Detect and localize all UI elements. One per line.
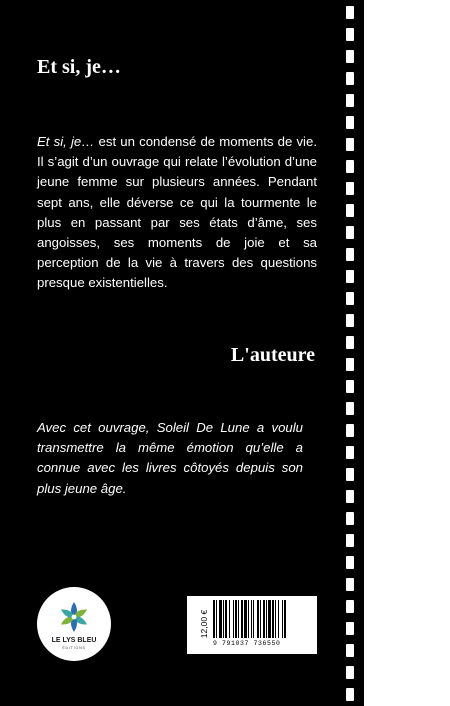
film-hole <box>346 402 354 415</box>
film-hole <box>346 6 354 19</box>
barcode-bar <box>248 600 249 638</box>
lily-logo-icon <box>37 587 111 661</box>
film-hole <box>346 160 354 173</box>
barcode-bar <box>257 600 259 638</box>
film-hole <box>346 94 354 107</box>
film-hole <box>346 204 354 217</box>
film-hole <box>346 578 354 591</box>
barcode-bar <box>278 600 279 638</box>
film-hole <box>346 600 354 613</box>
film-hole <box>346 468 354 481</box>
film-hole <box>346 380 354 393</box>
barcode-bar <box>229 600 230 638</box>
synopsis <box>37 132 317 294</box>
barcode-bar <box>251 600 252 638</box>
synopsis-text: est un condensé de moments de vie. Il s’agit d’un ouvrage qui relate l’évolution d’une jeune femme sur plusieurs années. Pendant sept ans, elle déverse ce qui la tourmente le plus en passant par ses états d’âme, ses angoisses, ses moments de joie et sa perception de la vie à travers des questions presque existentielles. <box>37 134 317 291</box>
publisher-name: LE LYS BLEU <box>51 637 97 644</box>
film-hole <box>346 446 354 459</box>
barcode-bar <box>223 600 224 638</box>
film-hole <box>346 512 354 525</box>
film-hole <box>346 688 354 701</box>
author-bio: Avec cet ouvrage, Soleil De Lune a voulu transmettre la même émotion qu’elle a connue avec les livres côtoyés depuis son plus jeune âge. <box>37 420 303 496</box>
barcode-bar <box>219 600 222 638</box>
film-hole <box>346 644 354 657</box>
film-hole <box>346 358 354 371</box>
barcode-bar <box>268 600 271 638</box>
film-hole <box>346 72 354 85</box>
film-hole <box>346 248 354 261</box>
film-hole <box>346 50 354 63</box>
barcode-bar <box>282 600 283 638</box>
synopsis-title-ref: Et si, je… <box>37 134 95 149</box>
barcode-bar <box>253 600 254 638</box>
product-code: 2825 <box>290 586 308 595</box>
film-hole <box>346 336 354 349</box>
barcode <box>213 600 315 638</box>
film-strip-border <box>336 0 364 706</box>
film-hole <box>346 622 354 635</box>
barcode-bar <box>241 600 243 638</box>
barcode-bar <box>216 600 217 638</box>
film-hole <box>346 182 354 195</box>
barcode-bar <box>238 600 239 638</box>
barcode-bar <box>284 600 286 638</box>
film-hole <box>346 424 354 437</box>
film-hole <box>346 116 354 129</box>
publisher-logo <box>37 587 111 661</box>
film-hole <box>346 270 354 283</box>
barcode-bar <box>275 600 276 638</box>
author-heading: L'auteure <box>230 344 315 366</box>
film-hole <box>346 556 354 569</box>
film-hole <box>346 666 354 679</box>
isbn-digits: 9 791037 736550 <box>213 640 281 647</box>
book-title: Et si, je… <box>37 56 121 78</box>
film-hole <box>346 138 354 151</box>
price-text: 12,00 € <box>199 609 209 639</box>
barcode-bar <box>263 600 265 638</box>
film-hole <box>346 292 354 305</box>
barcode-bar <box>260 600 261 638</box>
barcode-bar <box>233 600 234 638</box>
barcode-bar <box>244 600 247 638</box>
publisher-subtitle: ÉDITIONS <box>62 646 86 650</box>
film-hole <box>346 28 354 41</box>
barcode-bar <box>272 600 274 638</box>
film-hole <box>346 534 354 547</box>
barcode-bar <box>266 600 267 638</box>
barcode-bar <box>235 600 237 638</box>
film-hole <box>346 226 354 239</box>
film-hole <box>346 490 354 503</box>
film-hole <box>346 314 354 327</box>
barcode-bar <box>213 600 215 638</box>
barcode-bar <box>225 600 227 638</box>
